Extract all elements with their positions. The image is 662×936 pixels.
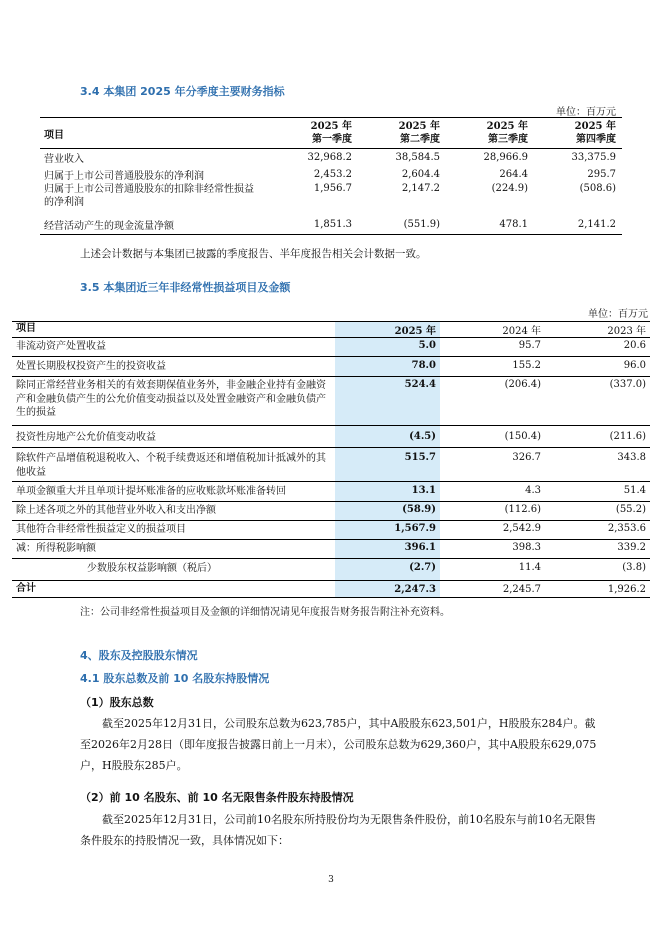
quarterly-financial-table bbox=[40, 117, 622, 235]
table-row: 处置长期股权投资产生的投资收益 78.0 155.2 96.0 bbox=[12, 357, 650, 377]
section-3-5-title: 3.5 本集团近三年非经常性损益项目及金额 bbox=[80, 281, 291, 294]
top10-title: （2）前 10 名股东、前 10 名无限售条件股东持股情况 bbox=[80, 791, 354, 804]
table-total-row: 合计 2,247.3 2,245.7 1,926.2 bbox=[12, 581, 650, 598]
non-recurring-items-table bbox=[12, 321, 650, 598]
table-row: 减：所得税影响额 396.1 398.3 339.2 bbox=[12, 540, 650, 559]
top10-paragraph: 截至2025年12月31日，公司前10名股东所持股份均为无限售条件股份，前10名股东与前10名无限售条件股东的持股情况一致，具体情况如下： bbox=[80, 813, 596, 847]
unit-label-3-4: 单位：百万元 bbox=[556, 107, 616, 118]
note-3-5: 注：公司非经常性损益项目及金额的详细情况请见年度报告财务报告附注补充资料。 bbox=[80, 607, 450, 618]
table-row: 其他符合非经常性损益定义的损益项目 1,567.9 2,542.9 2,353.6 bbox=[12, 521, 650, 540]
table-row: 少数股东权益影响额（税后） (2.7) 11.4 (3.8) bbox=[12, 559, 650, 581]
table-row: 单项金额重大并且单项计提坏账准备的应收账款坏账准备转回 13.1 4.3 51.4 bbox=[12, 482, 650, 502]
unit-label-3-5: 单位：百万元 bbox=[588, 309, 648, 320]
header-q2: 2025 年 第二季度 bbox=[358, 118, 446, 149]
table-header-row: 项目 2025 年 2024 年 2023 年 bbox=[12, 322, 650, 338]
header-q1: 2025 年 第一季度 bbox=[270, 118, 358, 149]
header-q3: 2025 年 第三季度 bbox=[446, 118, 534, 149]
shareholder-total-paragraph: 截至2025年12月31日，公司股东总数为623,785户，其中A股股东623,501户，H股股东284户。截至2026年2月28日（即年度报告披露日前上一月末），公司股东总数为629,360户，其中A股股东629,075户，H股股东285户。 bbox=[80, 717, 597, 772]
section-4-title: 4、股东及控股股东情况 bbox=[80, 649, 198, 662]
item-header: 项目 bbox=[40, 118, 270, 149]
table-row: 非流动资产处置收益 5.0 95.7 20.6 bbox=[12, 338, 650, 357]
table-row: 除软件产品增值税退税收入、个税手续费返还和增值税加计抵减外的其他收益 515.7 326.7 343.8 bbox=[12, 448, 650, 482]
table-row: 营业收入 32,968.2 38,584.5 28,966.9 33,375.9 bbox=[44, 151, 616, 165]
section-4-1-title: 4.1 股东总数及前 10 名股东持股情况 bbox=[80, 672, 270, 685]
section-3-4-title: 3.4 本集团 2025 年分季度主要财务指标 bbox=[80, 85, 285, 98]
table-row: 归属于上市公司普通股股东的净利润 2,453.2 2,604.4 264.4 295.7 bbox=[44, 168, 616, 182]
shareholder-total-title: （1）股东总数 bbox=[80, 696, 154, 709]
header-q4: 2025 年 第四季度 bbox=[534, 118, 622, 149]
table-row: 除上述各项之外的其他营业外收入和支出净额 (58.9) (112.6) (55.2) bbox=[12, 502, 650, 521]
table-row: 投资性房地产公允价值变动收益 (4.5) (150.4) (211.6) bbox=[12, 426, 650, 448]
table-row: 经营活动产生的现金流量净额 1,851.3 (551.9) 478.1 2,141.2 bbox=[40, 215, 622, 235]
footnote-3-4: 上述会计数据与本集团已披露的季度报告、半年度报告相关会计数据一致。 bbox=[80, 248, 427, 260]
page-number: 3 bbox=[328, 875, 334, 885]
table-row: 归属于上市公司普通股股东的扣除非经常性损益的净利润 1,956.7 2,147.2 (224.9) (508.6) bbox=[44, 182, 616, 208]
table-header-row bbox=[40, 118, 622, 149]
table-row: 除同正常经营业务相关的有效套期保值业务外，非金融企业持有金融资产和金融负债产生的公允价值变动损益以及处置金融资产和金融负债产生的损益 524.4 (206.4) (337.0) bbox=[12, 377, 650, 426]
